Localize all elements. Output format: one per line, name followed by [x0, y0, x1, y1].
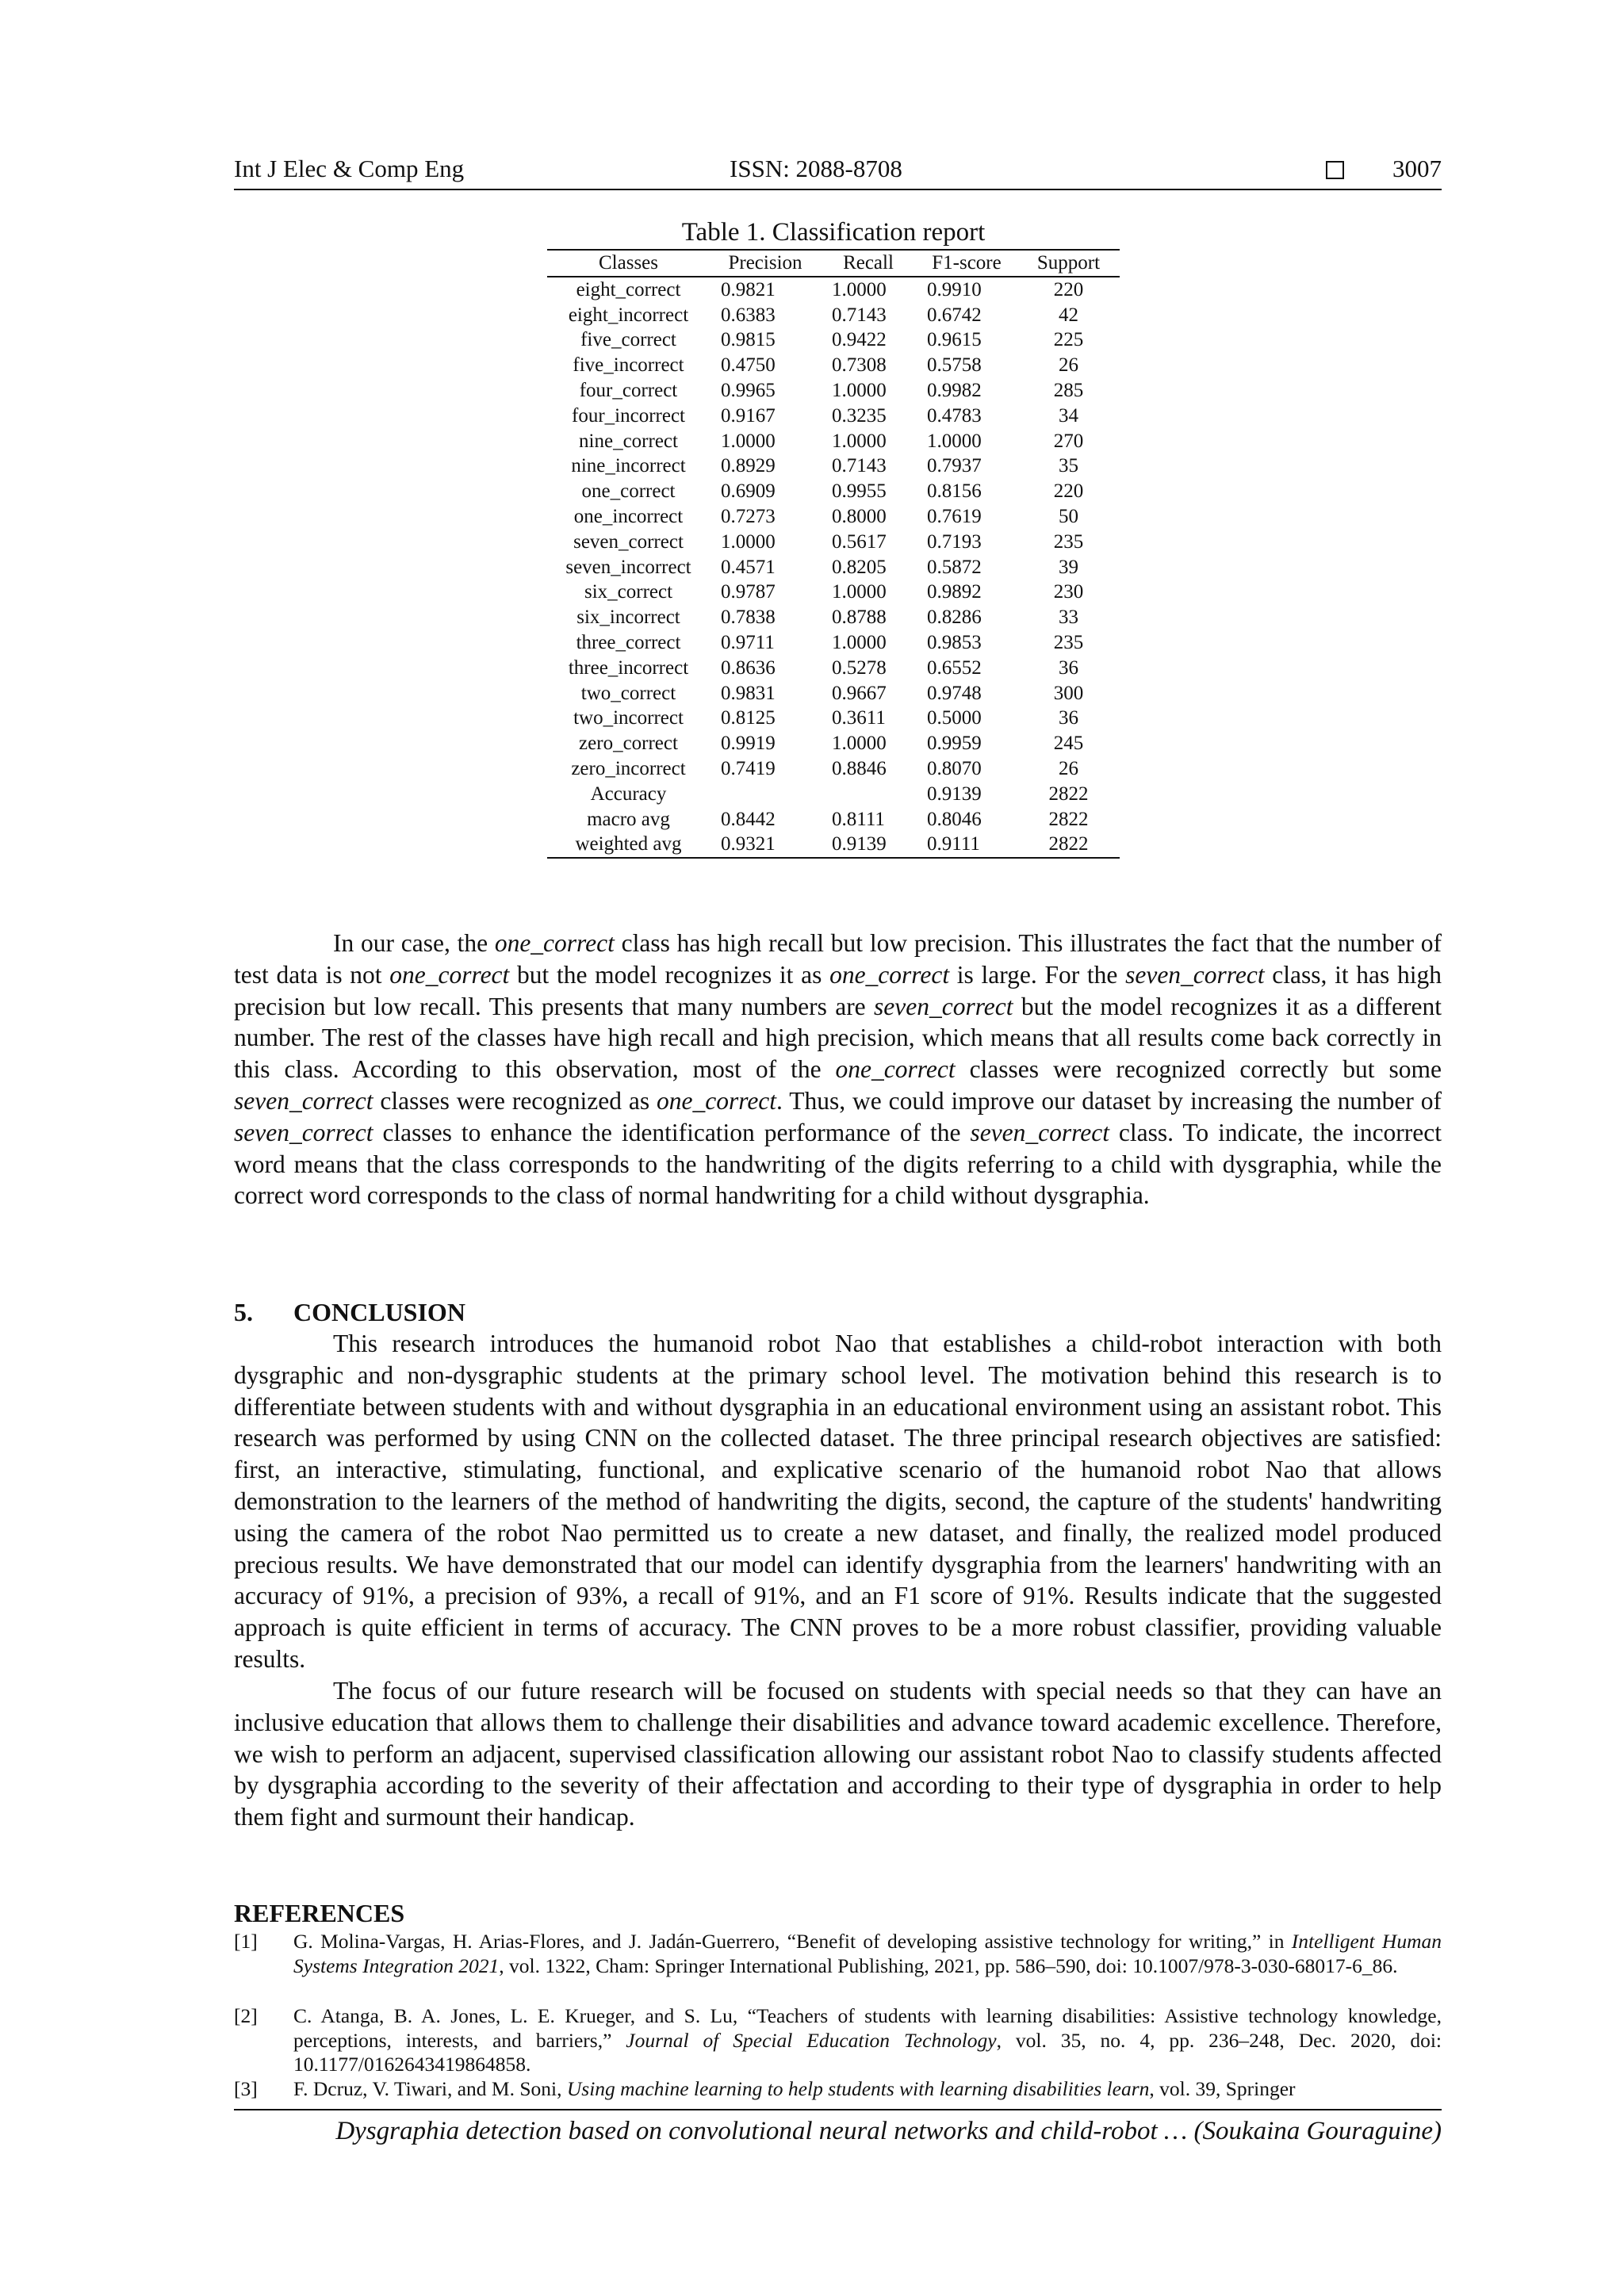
value-cell: 0.9965 [721, 380, 776, 402]
table-row [547, 454, 1120, 480]
section-number: 5. [234, 1298, 253, 1326]
table-row [547, 530, 1120, 555]
value-cell: 1.0000 [832, 581, 887, 603]
value-cell: 2822 [1048, 783, 1089, 805]
value-cell: 0.7937 [927, 455, 982, 477]
value-cell: 0.9955 [832, 480, 887, 503]
text-run: class, it has high precision but low recall. This presents that many numbers are [234, 960, 1442, 1020]
value-cell: 0.9711 [721, 632, 775, 654]
value-cell: 1.0000 [832, 380, 887, 402]
text-run: , vol. 35, no. 4, pp. 236–248, Dec. 2020, doi: 10.1177/0162643419864858. [293, 2028, 1442, 2076]
class-cell: eight_incorrect [568, 304, 689, 326]
value-cell: 0.8070 [927, 758, 982, 780]
class-cell: six_correct [584, 581, 673, 603]
class-cell: three_incorrect [568, 656, 689, 679]
reference-number: [2] [234, 2004, 258, 2027]
class-cell: five_correct [580, 329, 676, 351]
value-cell: 0.7308 [832, 354, 887, 377]
class-cell: macro avg [587, 808, 670, 830]
table-row [547, 756, 1120, 782]
value-cell: 0.6383 [721, 304, 776, 326]
value-cell: 1.0000 [832, 278, 887, 300]
table-row [547, 277, 1120, 303]
value-cell: 0.7619 [927, 506, 982, 528]
value-cell: 300 [1053, 682, 1084, 704]
class-cell: zero_correct [579, 733, 678, 755]
text-run: Using machine learning to help students with learning disabilities learn [566, 2077, 1150, 2100]
text-run: classes to enhance the identification performance of the [373, 1118, 971, 1146]
value-cell: 220 [1053, 480, 1084, 503]
value-cell: 230 [1053, 581, 1084, 603]
class-name: one_correct [657, 1086, 777, 1115]
value-cell: 0.7193 [927, 530, 982, 553]
table-row [547, 404, 1120, 429]
value-cell: 0.9139 [821, 832, 916, 859]
value-cell: 0.5872 [927, 556, 982, 578]
value-cell: 36 [1059, 707, 1078, 729]
references-heading: REFERENCES [234, 1899, 405, 1927]
table-row [547, 555, 1120, 580]
column-header: Support [1017, 250, 1120, 277]
class-cell: two_correct [580, 682, 676, 704]
table-caption: Table 1. Classification report [681, 218, 986, 247]
value-cell: 1.0000 [832, 632, 887, 654]
value-cell: 0.7143 [832, 304, 887, 326]
table-row [547, 605, 1120, 630]
page-number: 3007 [1392, 155, 1442, 182]
column-header: F1-score [916, 250, 1017, 277]
value-cell: 0.9111 [916, 832, 1017, 859]
table-row [547, 429, 1120, 454]
value-cell: 42 [1059, 304, 1078, 326]
class-name: seven_correct [970, 1118, 1109, 1146]
value-cell: 0.8125 [721, 707, 776, 729]
reference-item [234, 2004, 1442, 2077]
value-cell: 0.3611 [832, 707, 886, 729]
class-cell: four_correct [579, 380, 678, 402]
value-cell: 0.8000 [832, 506, 887, 528]
reference-item [234, 1930, 1442, 1978]
table-row [547, 832, 1120, 859]
class-cell: three_correct [576, 632, 681, 654]
value-cell: 0.9815 [721, 329, 776, 351]
table-row [547, 504, 1120, 530]
class-name: seven_correct [234, 1086, 373, 1115]
text-run: class has high recall but low precision. This illustrates the fact that the number of test data is not [234, 929, 1442, 989]
value-cell: 0.9787 [721, 581, 776, 603]
table-row [547, 731, 1120, 756]
class-cell: six_incorrect [576, 607, 680, 629]
text-run: Journal of Special Education Technology [626, 2028, 997, 2052]
class-cell: seven_correct [573, 530, 684, 553]
value-cell: 0.9667 [832, 682, 887, 704]
value-cell: 235 [1053, 632, 1084, 654]
value-cell: 0.6909 [721, 480, 776, 503]
text-run: classes were recognized correctly but some [955, 1055, 1442, 1084]
value-cell: 0.4571 [721, 556, 776, 578]
class-name: one_correct [494, 929, 615, 957]
value-cell: 0.9892 [927, 581, 982, 603]
table-body [547, 277, 1120, 858]
reference-number: [1] [234, 1930, 258, 1953]
value-cell: 0.8636 [721, 656, 776, 679]
text-run: Intelligent Human Systems Integration 2021 [293, 1930, 1442, 1977]
text-run: In our case, the [333, 929, 495, 957]
class-cell: four_incorrect [572, 404, 685, 427]
value-cell: 0.9959 [927, 733, 982, 755]
class-cell: two_incorrect [573, 707, 684, 729]
value-cell [710, 782, 821, 807]
value-cell: 0.7143 [832, 455, 887, 477]
text-run: F. Dcruz, V. Tiwari, and M. Soni, [293, 2077, 567, 2100]
table-row [547, 782, 1120, 807]
value-cell: 1.0000 [721, 530, 776, 553]
value-cell: 0.9982 [927, 380, 982, 402]
value-cell: 1.0000 [832, 430, 887, 452]
journal-name: Int J Elec & Comp Eng [234, 155, 465, 182]
class-cell: eight_correct [576, 278, 681, 300]
class-name: one_correct [389, 960, 510, 989]
class-name: one_correct [829, 960, 950, 989]
value-cell: 0.7273 [721, 506, 776, 528]
table-row [547, 807, 1120, 832]
table-row [547, 353, 1120, 378]
value-cell [821, 782, 916, 807]
text-run: but the model recognizes it as [509, 960, 830, 989]
section-heading [234, 1298, 465, 1327]
value-cell: 26 [1059, 758, 1078, 780]
table-row [547, 681, 1120, 706]
value-cell: 36 [1059, 656, 1078, 679]
value-cell: 0.9919 [721, 733, 776, 755]
text-run: , vol. 1322, Cham: Springer International Publishing, 2021, pp. 586–590, doi: 10.1007/978-3-030-68017-6_86. [499, 1954, 1398, 1977]
value-cell: 0.9139 [927, 783, 982, 805]
column-header: Classes [547, 250, 710, 277]
value-cell: 0.5278 [832, 656, 887, 679]
value-cell: 1.0000 [832, 733, 887, 755]
value-cell: 0.8929 [721, 455, 776, 477]
running-footer: Dysgraphia detection based on convolutional neural networks and child-robot … (Soukaina Gouraguine) [335, 2117, 1442, 2145]
value-cell: 50 [1059, 506, 1078, 528]
table-row [547, 378, 1120, 404]
table-row [547, 328, 1120, 354]
class-cell: nine_correct [579, 430, 678, 452]
value-cell: 0.8788 [832, 607, 887, 629]
value-cell: 2822 [1048, 808, 1089, 830]
table-row [547, 630, 1120, 656]
class-cell: nine_incorrect [571, 455, 686, 477]
value-cell: 0.6742 [927, 304, 982, 326]
class-cell: one_correct [581, 480, 676, 503]
conclusion-paragraph-1: This research introduces the humanoid robot Nao that establishes a child-robot interaction with both dysgraphic and non-dysgraphic students at the primary school level. The motivation behind this research is to differentiate between students with and without dysgraphia in an educational environment using an assistant robot. This research was performed by using CNN on the collected dataset. The three principal research objectives are satisfied: first, an interactive, stimulating, functional, and explicative scenario of the humanoid robot Nao that allows demonstration to the learners of the method of handwriting the digits, second, the capture of the students' handwriting using the camera of the robot Nao permitted us to create a new dataset, and finally, the realized model produced precious results. We have demonstrated that our model can identify dysgraphia from the learners' handwriting with an accuracy of 91%, a precision of 93%, a recall of 91%, and an F1 score of 91%. Results indicate that the suggested approach is quite efficient in terms of accuracy. The CNN proves to be a more robust classifier, providing valuable results. [234, 1330, 1442, 1673]
classification-report-table [547, 249, 1120, 859]
value-cell: 220 [1053, 278, 1084, 300]
value-cell: 225 [1053, 329, 1084, 351]
footer-rule [234, 2109, 1442, 2110]
value-cell: 26 [1059, 354, 1078, 377]
value-cell: 39 [1059, 556, 1078, 578]
class-cell: five_incorrect [573, 354, 684, 377]
value-cell: 0.8046 [927, 808, 982, 830]
value-cell: 34 [1059, 404, 1078, 427]
value-cell: 0.6552 [927, 656, 982, 679]
class-cell: one_incorrect [573, 506, 684, 528]
table-header-row [547, 250, 1120, 277]
table-row [547, 706, 1120, 732]
value-cell: 0.8846 [832, 758, 887, 780]
class-cell: weighted avg [547, 832, 710, 859]
value-cell: 0.4783 [927, 404, 982, 427]
class-cell: seven_incorrect [565, 556, 691, 578]
value-cell: 0.9422 [832, 329, 887, 351]
value-cell: 235 [1053, 530, 1084, 553]
text-run: C. Atanga, B. A. Jones, L. E. Krueger, and S. Lu, “Teachers of students with learning disabilities: Assistive technology knowledge, perceptions, interests, and barriers,” [293, 2004, 1442, 2052]
class-name: seven_correct [874, 992, 1013, 1020]
table-row [547, 656, 1120, 681]
class-cell: Accuracy [590, 783, 667, 805]
value-cell: 0.5000 [927, 707, 982, 729]
value-cell: 0.9821 [721, 278, 776, 300]
value-cell: 2822 [1017, 832, 1120, 859]
value-cell: 1.0000 [927, 430, 982, 452]
text-run: is large. For the [949, 960, 1126, 989]
table-row [547, 303, 1120, 328]
value-cell: 35 [1059, 455, 1078, 477]
value-cell: 0.9831 [721, 682, 776, 704]
value-cell: 0.8156 [927, 480, 982, 503]
value-cell: 0.8205 [832, 556, 887, 578]
value-cell: 0.7838 [721, 607, 776, 629]
value-cell: 0.3235 [832, 404, 887, 427]
reference-number: [3] [234, 2077, 258, 2100]
value-cell: 245 [1053, 733, 1084, 755]
value-cell: 0.7419 [721, 758, 776, 780]
value-cell: 0.9321 [710, 832, 821, 859]
text-run: G. Molina-Vargas, H. Arias-Flores, and J. Jadán-Guerrero, “Benefit of developing assistive technology for writing,” in [293, 1930, 1292, 1953]
table-row [547, 580, 1120, 606]
discussion-paragraph [234, 928, 1442, 1211]
value-cell: 0.9615 [927, 329, 982, 351]
value-cell: 0.5617 [832, 530, 887, 553]
column-header: Precision [710, 250, 821, 277]
value-cell: 33 [1059, 607, 1078, 629]
class-cell: zero_incorrect [571, 758, 686, 780]
class-name: one_correct [835, 1055, 956, 1084]
value-cell: 0.9853 [927, 632, 982, 654]
issn: ISSN: 2088-8708 [730, 155, 902, 182]
class-name: seven_correct [234, 1118, 373, 1146]
value-cell: 270 [1053, 430, 1084, 452]
value-cell: 285 [1053, 380, 1084, 402]
reference-text [293, 2004, 1442, 2077]
table-row [547, 479, 1120, 504]
square-bullet-icon [1326, 161, 1344, 179]
column-header: Recall [821, 250, 916, 277]
conclusion-paragraph-2: The focus of our future research will be focused on students with special needs so that they can have an inclusive education that allows them to challenge their disabilities and advance toward academic excellence. Therefore, we wish to perform an adjacent, supervised classification allowing our assistant robot Nao to classify students affected by dysgraphia according to the severity of their affectation and according to their type of dysgraphia in order to help them fight and surmount their handicap. [234, 1677, 1442, 1831]
value-cell: 0.8111 [832, 808, 885, 830]
header-rule [234, 189, 1442, 190]
value-cell: 0.5758 [927, 354, 982, 377]
text-run: but the model recognizes it as a different number. The rest of the classes have high recall and high precision, which means that all results come back correctly in this class. According to this observation, most of the [234, 992, 1442, 1084]
value-cell: 0.8286 [927, 607, 982, 629]
class-name: seven_correct [1125, 960, 1265, 989]
text-run: , vol. 39, Springer [1149, 2077, 1296, 2100]
reference-text [293, 1930, 1442, 1978]
reference-text [293, 2077, 1442, 2102]
value-cell: 0.9910 [927, 278, 982, 300]
text-run: . Thus, we could improve our dataset by increasing the number of [776, 1086, 1442, 1115]
text-run: class. To indicate, the incorrect word means that the class corresponds to the handwriting of the digits referring to a child with dysgraphia, while the correct word corresponds to the class of normal handwriting for a child without dysgraphia. [234, 1118, 1442, 1210]
value-cell: 1.0000 [721, 430, 776, 452]
value-cell: 0.9167 [721, 404, 776, 427]
text-run: classes were recognized as [373, 1086, 657, 1115]
value-cell: 0.8442 [721, 808, 776, 830]
value-cell: 0.4750 [721, 354, 776, 377]
value-cell: 0.9748 [927, 682, 982, 704]
section-title: CONCLUSION [293, 1298, 465, 1326]
reference-item [234, 2077, 1442, 2102]
